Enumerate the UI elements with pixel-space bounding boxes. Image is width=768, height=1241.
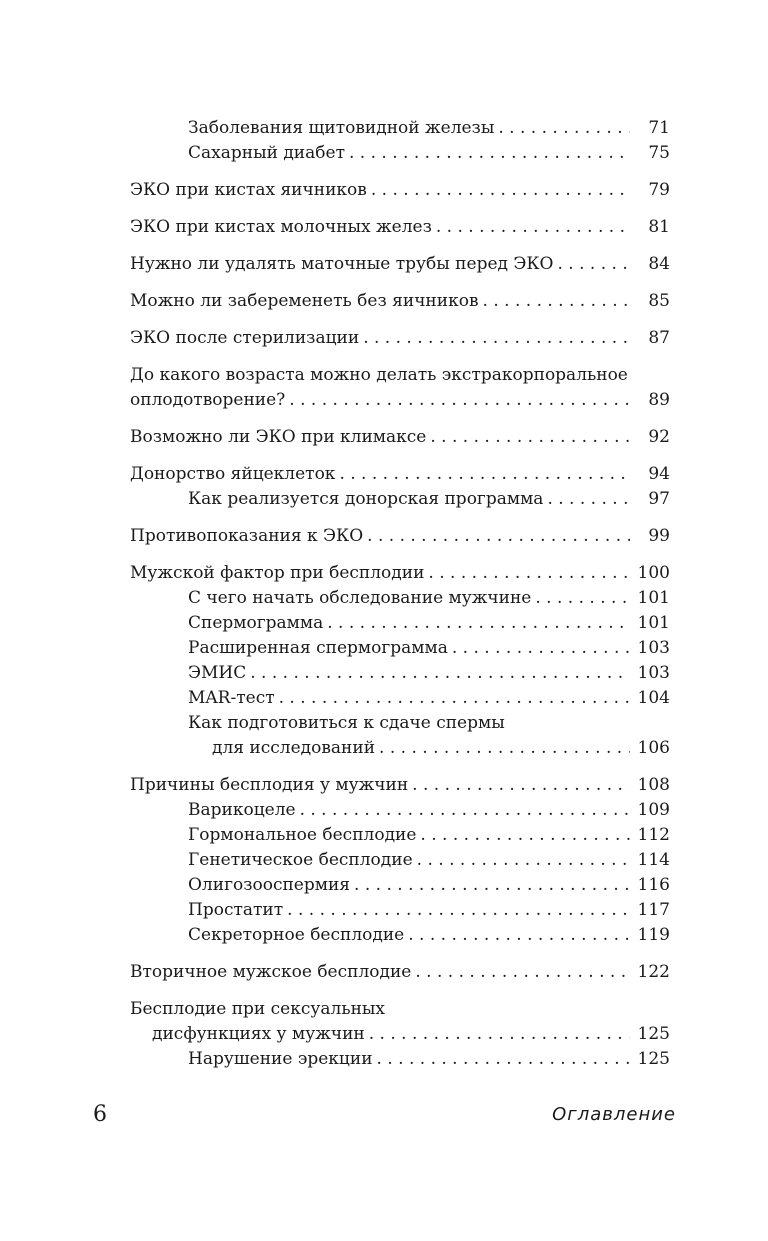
toc-entry: Заболевания щитовидной железы . . . 71	[130, 118, 670, 143]
toc-entry: ЭКО при кистах молочных желез . . . 81	[130, 217, 670, 242]
toc-entry: Сахарный диабет . . . 75	[130, 143, 670, 168]
toc-entry: ЭКО при кистах яичников . . . 79	[130, 180, 670, 205]
toc-entry: Можно ли забеременеть без яичников . . . 85	[130, 291, 670, 316]
toc-entry: Расширенная спермограмма . . . 103	[130, 638, 670, 663]
toc-entry: Нарушение эрекции . . . 125	[130, 1049, 670, 1074]
toc-entry: для исследований . . . 106	[130, 738, 670, 763]
toc-entry: MAR-тест . . . 104	[130, 688, 670, 713]
toc-entry-line1: Бесплодие при сексуальных	[130, 999, 386, 1019]
toc-entry-line1: Как подготовиться к сдаче спермы	[188, 713, 505, 733]
toc-entry: дисфункциях у мужчин . . . 125	[130, 1024, 670, 1049]
toc-entry: Как реализуется донорская программа . . . 97	[130, 489, 670, 514]
toc-entry: Вторичное мужское бесплодие . . . 122	[130, 962, 670, 987]
running-title: Оглавление	[552, 1104, 676, 1125]
toc-entry: ЭМИС . . . 103	[130, 663, 670, 688]
toc-entry: Донорство яйцеклеток . . . 94	[130, 464, 670, 489]
toc-entry: Возможно ли ЭКО при климаксе . . . 92	[130, 427, 670, 452]
toc-entry-line1: До какого возраста можно делать экстракорпоральное	[130, 365, 628, 385]
toc-entry: Простатит . . . 117	[130, 900, 670, 925]
toc-entry: ЭКО после стерилизации . . . 87	[130, 328, 670, 353]
toc-entry: Секреторное бесплодие . . . 119	[130, 925, 670, 950]
toc-entry: Гормональное бесплодие . . . 112	[130, 825, 670, 850]
toc-entry: Спермограмма . . . 101	[130, 613, 670, 638]
toc-entry: Мужской фактор при бесплодии . . . 100	[130, 563, 670, 588]
page-number: 6	[93, 1102, 107, 1127]
toc-entry: Нужно ли удалять маточные трубы перед ЭКО . . . 84	[130, 254, 670, 279]
toc-entry: Генетическое бесплодие . . . 114	[130, 850, 670, 875]
toc-entry: Варикоцеле . . . 109	[130, 800, 670, 825]
toc-entry: Олигозооспермия . . . 116	[130, 875, 670, 900]
toc-entry: Противопоказания к ЭКО . . . 99	[130, 526, 670, 551]
toc-entry: оплодотворение? . . . 89	[130, 390, 670, 415]
toc-entry: С чего начать обследование мужчине . . . 101	[130, 588, 670, 613]
toc-entry: Причины бесплодия у мужчин . . . 108	[130, 775, 670, 800]
table-of-contents	[130, 118, 670, 1074]
